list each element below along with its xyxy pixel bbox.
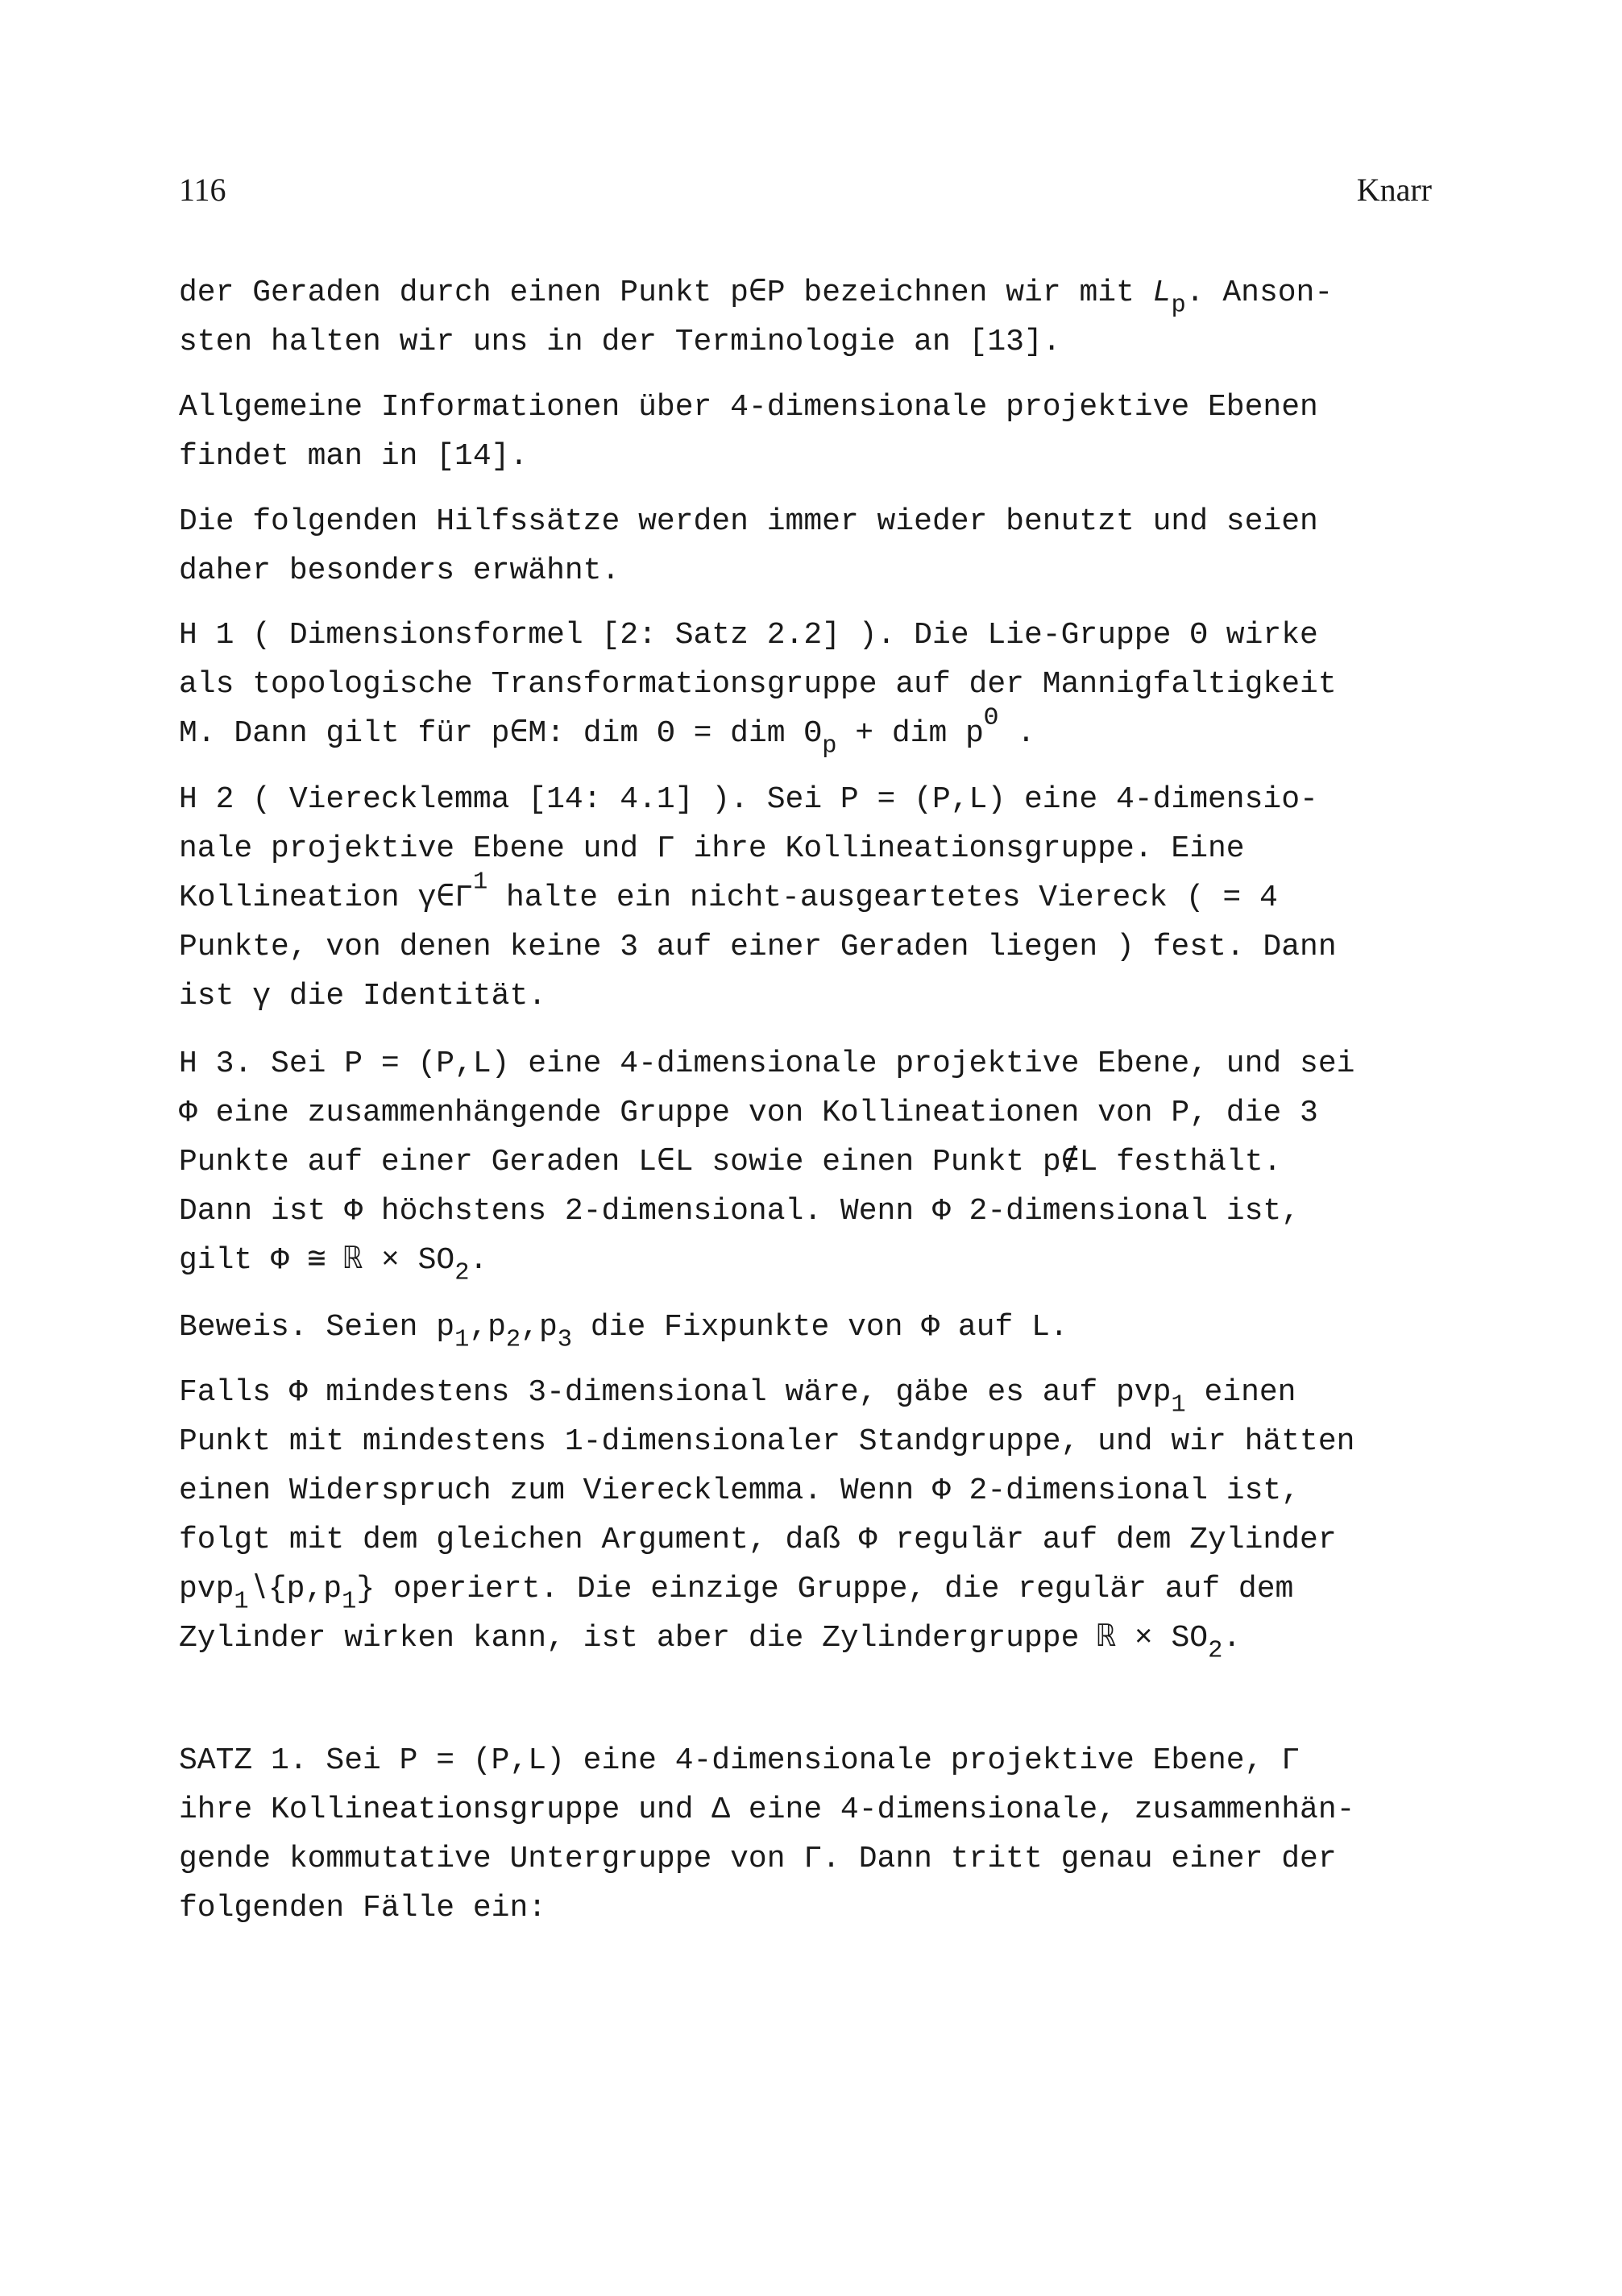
text-line: folgt mit dem gleichen Argument, daß Φ regulär auf dem Zylinder — [179, 1523, 1337, 1557]
text-line: als topologische Transformationsgruppe auf der Mannigfaltigkeit — [179, 667, 1337, 702]
proof-body — [179, 1368, 1436, 1663]
proof-beweis — [179, 1303, 1436, 1352]
text-line: Zylinder wirken kann, ist aber die Zylindergruppe ℝ × $SO_2$. — [179, 1621, 1242, 1665]
text-line: ist γ die Identität. — [179, 979, 547, 1013]
paragraph-lemmas-intro — [179, 497, 1436, 595]
text-line: H 2 ( Vierecklemma [14: 4.1] ). Sei P = (P,L) eine 4-dimensio- — [179, 782, 1318, 817]
text-line: folgenden Fälle ein: — [179, 1891, 547, 1925]
text-line: der Geraden durch einen Punkt p∈P bezeichnen wir mit $L_p$. Anson- — [179, 276, 1334, 320]
text-line: Beweis. Seien $p_1,p_2,p_3$ die Fixpunkte von Φ auf L. — [179, 1310, 1068, 1354]
text-line: Die folgenden Hilfssätze werden immer wieder benutzt und seien — [179, 504, 1318, 539]
text-line: M. Dann gilt für p∈M: dim Θ = dim $\Theta_p$ + dim $p^\Theta$ . — [179, 704, 1035, 760]
text-line: ihre Kollineationsgruppe und Δ eine 4-dimensionale, zusammenhän- — [179, 1792, 1355, 1827]
paragraph-general-info — [179, 383, 1436, 481]
lemma-h1-dimensionsformel — [179, 611, 1436, 758]
text-line: Dann ist Φ höchstens 2-dimensional. Wenn Φ 2-dimensional ist, — [179, 1194, 1301, 1229]
text-line: Φ eine zusammenhängende Gruppe von Kollineationen von P, die 3 — [179, 1096, 1318, 1130]
text-line: Falls Φ mindestens 3-dimensional wäre, gäbe es auf pvp$_1$ einen — [179, 1375, 1296, 1419]
text-line: H 1 ( Dimensionsformel [2: Satz 2.2] ). Die Lie-Gruppe Θ wirke — [179, 618, 1318, 653]
text-line: sten halten wir uns in der Terminologie an [13]. — [179, 325, 1061, 359]
lemma-h2-vierecklemma — [179, 775, 1436, 1021]
text-line: daher besonders erwähnt. — [179, 553, 620, 588]
text-line: Allgemeine Informationen über 4-dimensionale projektive Ebenen — [179, 390, 1318, 425]
theorem-satz-1 — [179, 1736, 1436, 1933]
page-number: 116 — [179, 172, 226, 208]
text-line: $pvp_1∖\{p,p_1\}$ operiert. Die einzige Gruppe, die regulär auf dem — [179, 1572, 1294, 1616]
text-line: einen Widerspruch zum Vierecklemma. Wenn Φ 2-dimensional ist, — [179, 1473, 1301, 1508]
text-line: gilt Φ ≅ ℝ × $SO_2$. — [179, 1243, 488, 1287]
text-line: Punkte auf einer Geraden L∈L sowie einen Punkt p∉L festhält. — [179, 1145, 1282, 1179]
text-line: H 3. Sei P = (P,L) eine 4-dimensionale projektive Ebene, und sei — [179, 1046, 1355, 1081]
text-line: findet man in [14]. — [179, 439, 529, 474]
paragraph-terminology — [179, 268, 1436, 367]
text-line: SATZ 1. Sei P = (P,L) eine 4-dimensionale projektive Ebene, Γ — [179, 1743, 1301, 1778]
text-line: Kollineation $\gamma\in\Gamma^1$ halte ein nicht-ausgeartetes Viereck ( = 4 — [179, 868, 1278, 915]
running-head-author: Knarr — [1356, 172, 1432, 208]
text-line: nale projektive Ebene und Γ ihre Kollineationsgruppe. Eine — [179, 831, 1245, 866]
text-line: Punkte, von denen keine 3 auf einer Geraden liegen ) fest. Dann — [179, 930, 1337, 964]
text-line: gende kommutative Untergruppe von Γ. Dann tritt genau einer der — [179, 1842, 1337, 1876]
text-line: Punkt mit mindestens 1-dimensionaler Standgruppe, und wir hätten — [179, 1424, 1355, 1459]
lemma-h3 — [179, 1039, 1436, 1285]
